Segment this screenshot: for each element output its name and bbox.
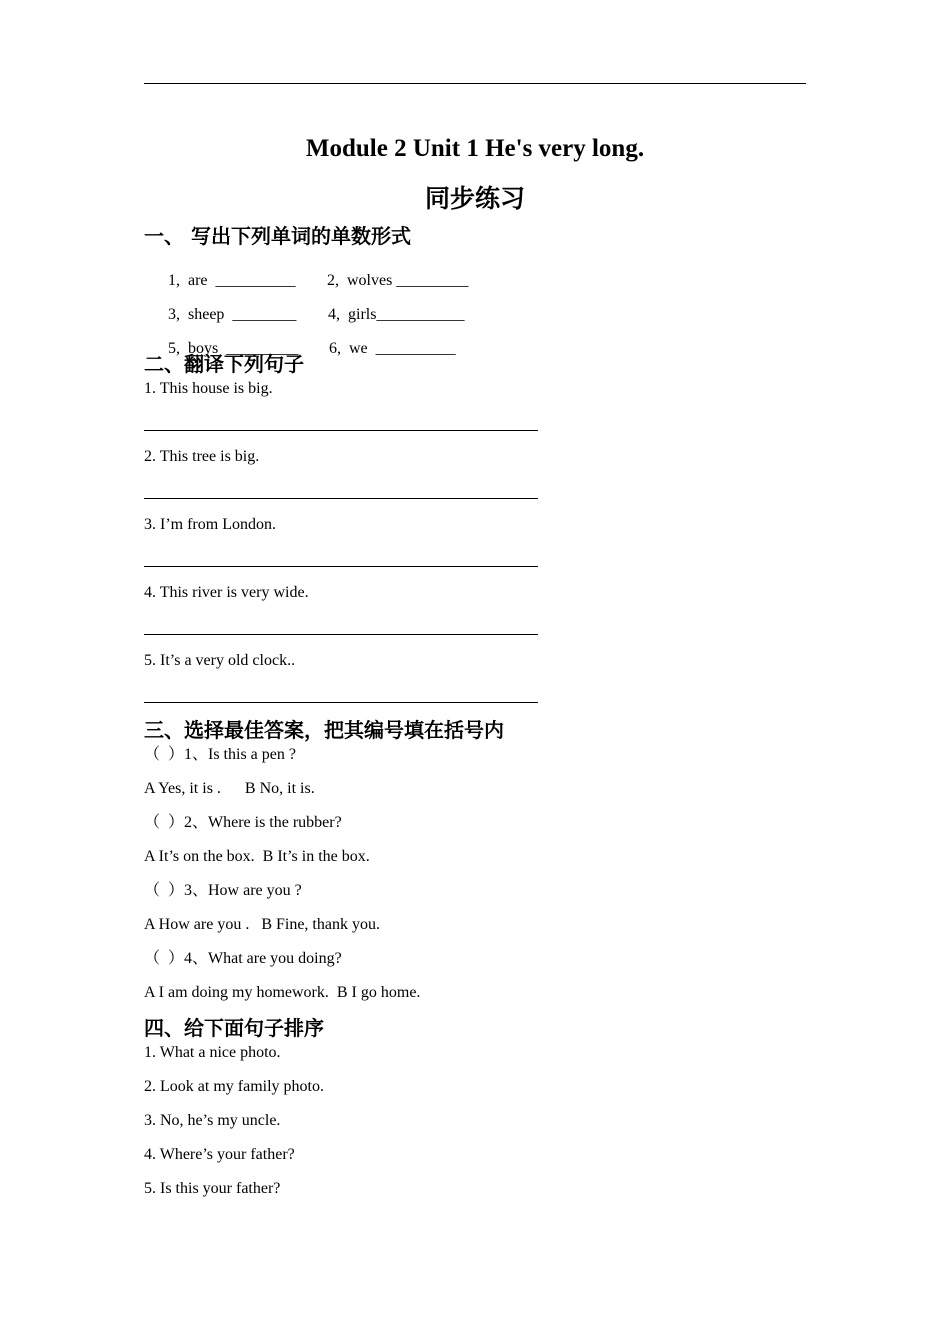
page-subtitle: 同步练习 bbox=[424, 184, 525, 213]
order-item: 1. What a nice photo. bbox=[144, 1044, 281, 1061]
choice-options: A Yes, it is . B No, it is. bbox=[144, 780, 315, 797]
order-item: 5. Is this your father? bbox=[144, 1180, 281, 1197]
answer-line bbox=[144, 617, 806, 651]
choice-question: （ ）3、How are you ? bbox=[144, 882, 302, 899]
word-item: 3, sheep ________ bbox=[168, 306, 297, 323]
choice-options: A It’s on the box. B It’s in the box. bbox=[144, 848, 370, 865]
answer-line bbox=[144, 549, 806, 583]
page-title: Module 2 Unit 1 He's very long. bbox=[305, 135, 645, 162]
answer-line bbox=[144, 413, 806, 447]
answer-line bbox=[144, 685, 806, 715]
section4-heading: 四、给下面句子排序 bbox=[144, 1016, 324, 1040]
choice-question: （ ）2、Where is the rubber? bbox=[144, 814, 342, 831]
header-rule bbox=[144, 83, 806, 84]
word-row bbox=[144, 251, 806, 289]
answer-line bbox=[144, 481, 806, 515]
word-item: 6, we __________ bbox=[329, 340, 456, 357]
translation-item: 4. This river is very wide. bbox=[144, 584, 309, 601]
translation-item: 1. This house is big. bbox=[144, 380, 273, 397]
word-item: 1, are __________ bbox=[168, 272, 296, 289]
order-item: 3. No, he’s my uncle. bbox=[144, 1112, 281, 1129]
word-item: 4, girls___________ bbox=[328, 306, 465, 323]
section2-heading: 二、翻译下列句子 bbox=[144, 352, 304, 376]
section1-heading: 一、 写出下列单词的单数形式 bbox=[144, 224, 411, 248]
worksheet-content bbox=[144, 221, 806, 1213]
order-item: 4. Where’s your father? bbox=[144, 1146, 295, 1163]
translation-item: 3. I’m from London. bbox=[144, 516, 276, 533]
translation-item: 2. This tree is big. bbox=[144, 448, 260, 465]
word-item: 2, wolves _________ bbox=[327, 272, 469, 289]
choice-question: （ ）4、What are you doing? bbox=[144, 950, 342, 967]
section3-heading: 三、选择最佳答案，把其编号填在括号内 bbox=[144, 718, 504, 742]
choice-options: A How are you . B Fine, thank you. bbox=[144, 916, 380, 933]
order-item: 2. Look at my family photo. bbox=[144, 1078, 324, 1095]
translation-item: 5. It’s a very old clock.. bbox=[144, 652, 296, 669]
choice-question: （ ）1、Is this a pen ? bbox=[144, 746, 296, 763]
word-item: 5, boys _________ bbox=[168, 340, 299, 357]
choice-options: A I am doing my homework. B I go home. bbox=[144, 984, 421, 1001]
